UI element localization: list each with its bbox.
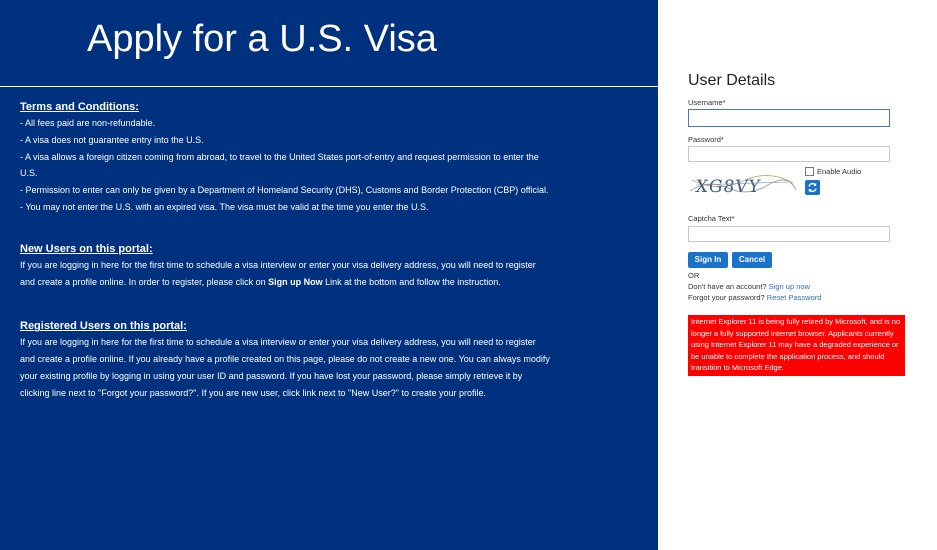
new-users-text: and create a profile online. In order to register, please click on Sign up Now Link at the bottom and follow the instruction. bbox=[20, 276, 501, 287]
cancel-button[interactable]: Cancel bbox=[732, 252, 772, 268]
captcha-text: XG8VY bbox=[694, 177, 763, 197]
new-users-text: If you are logging in here for the first time to schedule a visa interview or enter your visa delivery address, you will need to register bbox=[20, 259, 536, 270]
sign-up-now-emphasis: Sign up Now bbox=[268, 276, 323, 287]
terms-item: - All fees paid are non-refundable. bbox=[20, 118, 156, 128]
registered-users-heading: Registered Users on this portal: bbox=[20, 320, 187, 333]
captcha-image bbox=[688, 171, 798, 199]
captcha-graphic bbox=[688, 171, 798, 199]
terms-item: - A visa allows a foreign citizen coming from abroad, to travel to the United States port-of-entry and request permission to enter the bbox=[20, 151, 539, 162]
sign-in-button[interactable]: Sign In bbox=[688, 252, 728, 268]
username-label: Username* bbox=[688, 98, 726, 107]
new-users-heading: New Users on this portal: bbox=[20, 242, 153, 255]
title-divider bbox=[0, 86, 658, 87]
username-field[interactable] bbox=[688, 109, 890, 127]
captcha-label: Captcha Text* bbox=[688, 214, 735, 223]
user-details-title: User Details bbox=[688, 72, 776, 89]
password-label: Password* bbox=[688, 135, 724, 144]
terms-item: - Permission to enter can only be given by a Department of Homeland Security (DHS), Customs and Border Protection (CBP) official. bbox=[20, 185, 549, 196]
page-title: Apply for a U.S. Visa bbox=[87, 18, 437, 60]
sign-up-row bbox=[688, 282, 810, 291]
reset-row bbox=[688, 293, 821, 302]
enable-audio-label: Enable Audio bbox=[817, 167, 862, 176]
refresh-captcha-button[interactable] bbox=[805, 180, 820, 195]
info-content bbox=[20, 96, 630, 402]
registered-users-text: and create a profile online. If you already have a profile created on this page, please do not create a new one. You can always modify bbox=[20, 354, 550, 365]
sign-up-link[interactable]: Sign up now bbox=[768, 282, 810, 291]
registered-users-text: your existing profile by logging in using your user ID and password. If you have lost your password, please simply retrieve it by bbox=[20, 370, 523, 381]
forgot-password-text: Forgot your password? bbox=[688, 293, 765, 302]
enable-audio-option[interactable] bbox=[805, 167, 861, 176]
or-text: OR bbox=[688, 271, 700, 280]
terms-heading: Terms and Conditions: bbox=[20, 101, 139, 113]
registered-users-text: clicking line next to "Forgot your password?". If you are new user, click link next to "New User?" to create your profile. bbox=[20, 387, 486, 398]
captcha-text-field[interactable] bbox=[688, 226, 890, 242]
refresh-icon bbox=[805, 180, 820, 195]
login-panel bbox=[658, 0, 937, 550]
ie-retirement-warning: Internet Explorer 11 is being fully retired by Microsoft, and is no longer a fully supported internet browser. Applicants currently using Internet Explorer 11 may have a degraded experience or be unable to complete the application process, and should transition to Microsoft Edge. bbox=[688, 315, 905, 376]
no-account-text: Don't have an account? bbox=[688, 282, 767, 291]
terms-item: U.S. bbox=[20, 168, 38, 179]
checkbox-icon[interactable] bbox=[805, 167, 814, 176]
terms-item: - You may not enter the U.S. with an expired visa. The visa must be valid at the time you enter the U.S. bbox=[20, 201, 429, 212]
reset-password-link[interactable]: Reset Password bbox=[766, 293, 822, 302]
terms-item: - A visa does not guarantee entry into the U.S. bbox=[20, 134, 204, 145]
registered-users-text: If you are logging in here for the first time to schedule a visa interview or enter your visa delivery address, you will need to register bbox=[20, 337, 536, 348]
password-field[interactable] bbox=[688, 146, 890, 162]
